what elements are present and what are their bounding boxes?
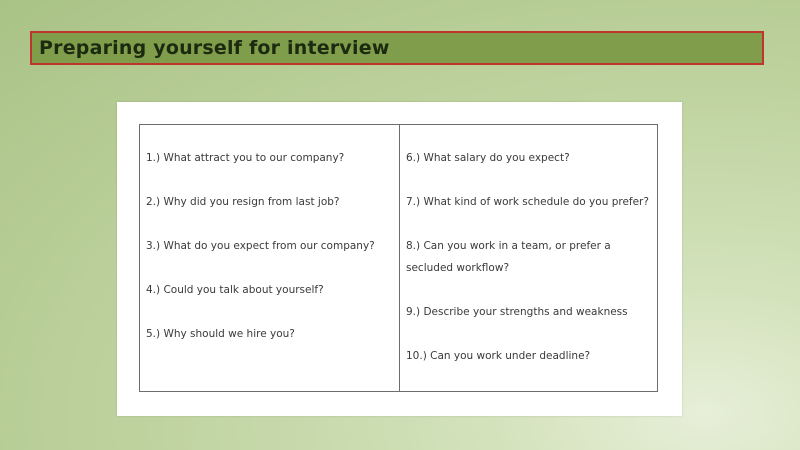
questions-column-left [140,125,400,391]
question-item: 9.) Describe your strengths and weakness [406,306,628,318]
slide-title-bar [30,31,764,65]
question-item: 4.) Could you talk about yourself? [146,284,324,296]
question-item: 5.) Why should we hire you? [146,328,295,340]
question-item: 8.) Can you work in a team, or prefer a secluded workflow? [406,240,611,274]
slide-title: Preparing yourself for interview [39,37,390,59]
question-item: 3.) What do you expect from our company? [146,240,375,252]
question-item: 7.) What kind of work schedule do you prefer? [406,196,649,208]
questions-column-right [400,125,657,391]
document-image [117,102,682,416]
question-item: 10.) Can you work under deadline? [406,350,591,362]
question-item: 6.) What salary do you expect? [406,152,570,164]
question-item: 2.) Why did you resign from last job? [146,196,340,208]
questions-table [139,124,658,392]
question-item: 1.) What attract you to our company? [146,152,345,164]
